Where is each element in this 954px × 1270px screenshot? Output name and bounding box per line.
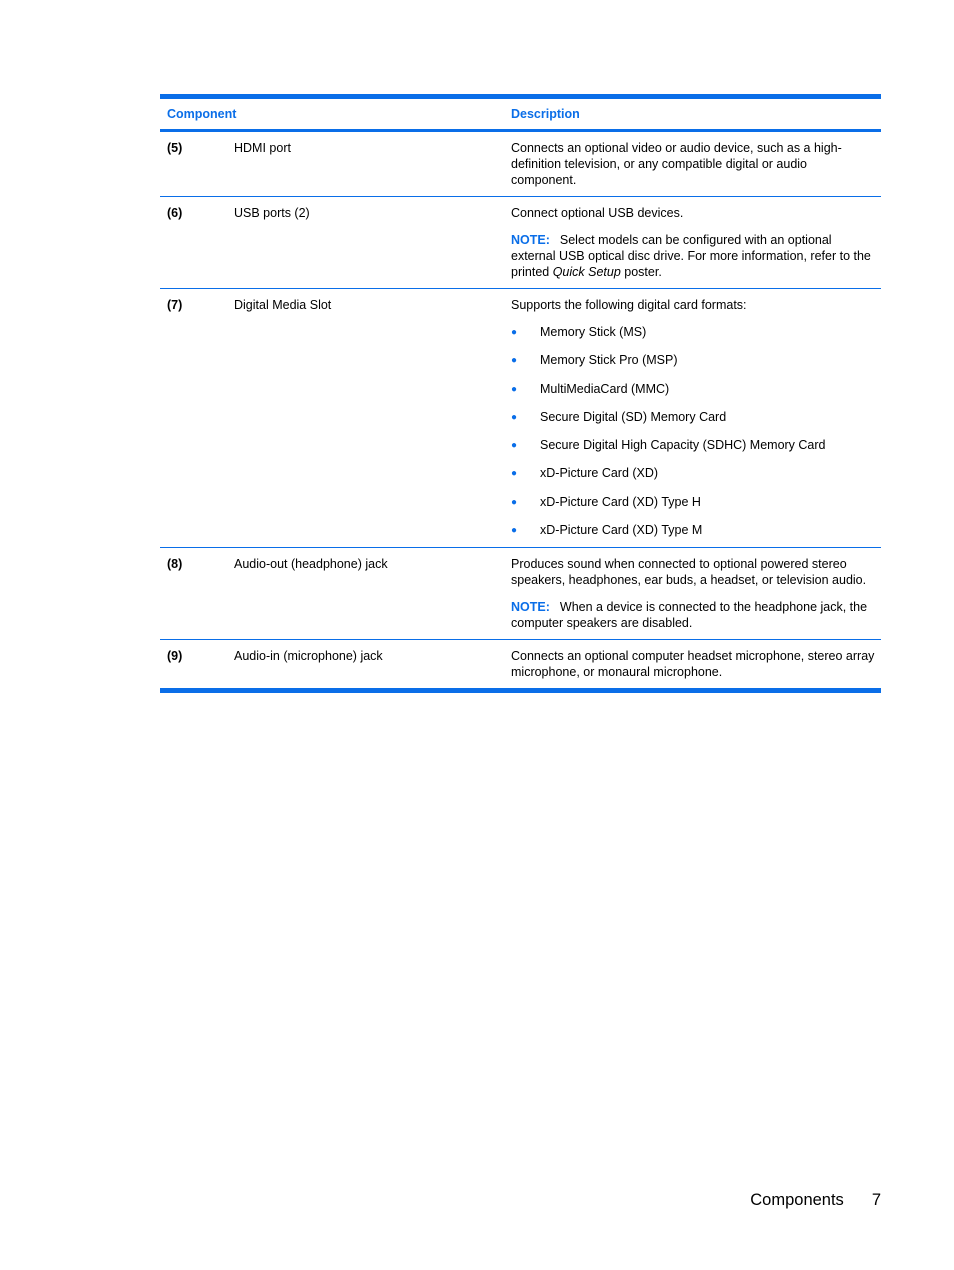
component-name: HDMI port [234,141,291,155]
component-description [511,556,881,631]
header-description: Description [511,107,580,121]
component-description [511,297,881,539]
note-text-end: poster. [620,265,662,279]
note [511,232,875,280]
list-item-text: Memory Stick Pro (MSP) [540,353,678,368]
note [511,599,875,631]
description-text: Produces sound when connected to optional powered stereo speakers, headphones, ear buds, a headset, or television audio. [511,557,867,588]
page-footer [0,1191,881,1210]
table-row [160,640,881,688]
note-text: When a device is connected to the headphone jack, the computer speakers are disabled. [511,600,868,631]
footer-section-title: Components [750,1191,844,1209]
list-item [511,324,875,341]
description-text: Supports the following digital card formats: [511,298,747,312]
note-text: Select models can be configured with an optional external USB optical disc drive. For more information, refer to the printed [511,233,871,279]
component-name: Digital Media Slot [234,298,332,312]
list-item-text: Secure Digital High Capacity (SDHC) Memory Card [540,438,826,453]
component-name: USB ports (2) [234,206,310,220]
description-text: Connect optional USB devices. [511,206,684,220]
component-description [511,648,881,680]
table-row [160,289,881,548]
list-item [511,437,875,454]
list-item [511,352,875,369]
page-number: 7 [871,1191,881,1209]
table-header [160,99,881,132]
note-label: NOTE: [511,600,550,615]
list-item [511,409,875,426]
list-item-text: MultiMediaCard (MMC) [540,381,670,396]
note-label: NOTE: [511,233,550,247]
list-item [511,381,875,398]
bullet-icon: ● [511,383,518,395]
list-item [511,465,875,482]
component-name: Audio-in (microphone) jack [234,649,383,664]
description-text: Connects an optional video or audio device, such as a high-definition television, or any compatible digital or audio component. [511,141,842,187]
component-description [511,140,881,188]
row-number: (6) [167,206,183,220]
list-item-text: Memory Stick (MS) [540,325,647,339]
row-number: (7) [167,298,183,312]
list-item [511,522,875,539]
row-number: (9) [167,649,183,664]
list-item-text: xD-Picture Card (XD) [540,466,659,481]
card-format-list [511,324,875,539]
description-text: Connects an optional computer headset microphone, stereo array microphone, or monaural microphone. [511,649,875,680]
bullet-icon: ● [511,355,518,367]
bullet-icon: ● [511,411,518,423]
component-name: Audio-out (headphone) jack [234,557,388,572]
row-number: (5) [167,141,183,155]
list-item-text: xD-Picture Card (XD) Type M [540,523,703,538]
table-row [160,548,881,640]
bullet-icon: ● [511,327,518,338]
bullet-icon: ● [511,440,518,452]
bullet-icon: ● [511,525,518,537]
list-item [511,494,875,511]
note-italic-text: Quick Setup [552,265,621,279]
list-item-text: Secure Digital (SD) Memory Card [540,409,727,424]
list-item-text: xD-Picture Card (XD) Type H [540,494,701,509]
component-description [511,205,881,280]
row-number: (8) [167,557,183,572]
table-row [160,132,881,197]
bullet-icon: ● [511,468,518,480]
components-table [160,94,881,693]
bullet-icon: ● [511,496,518,508]
table-row [160,197,881,289]
header-component: Component [167,107,237,121]
